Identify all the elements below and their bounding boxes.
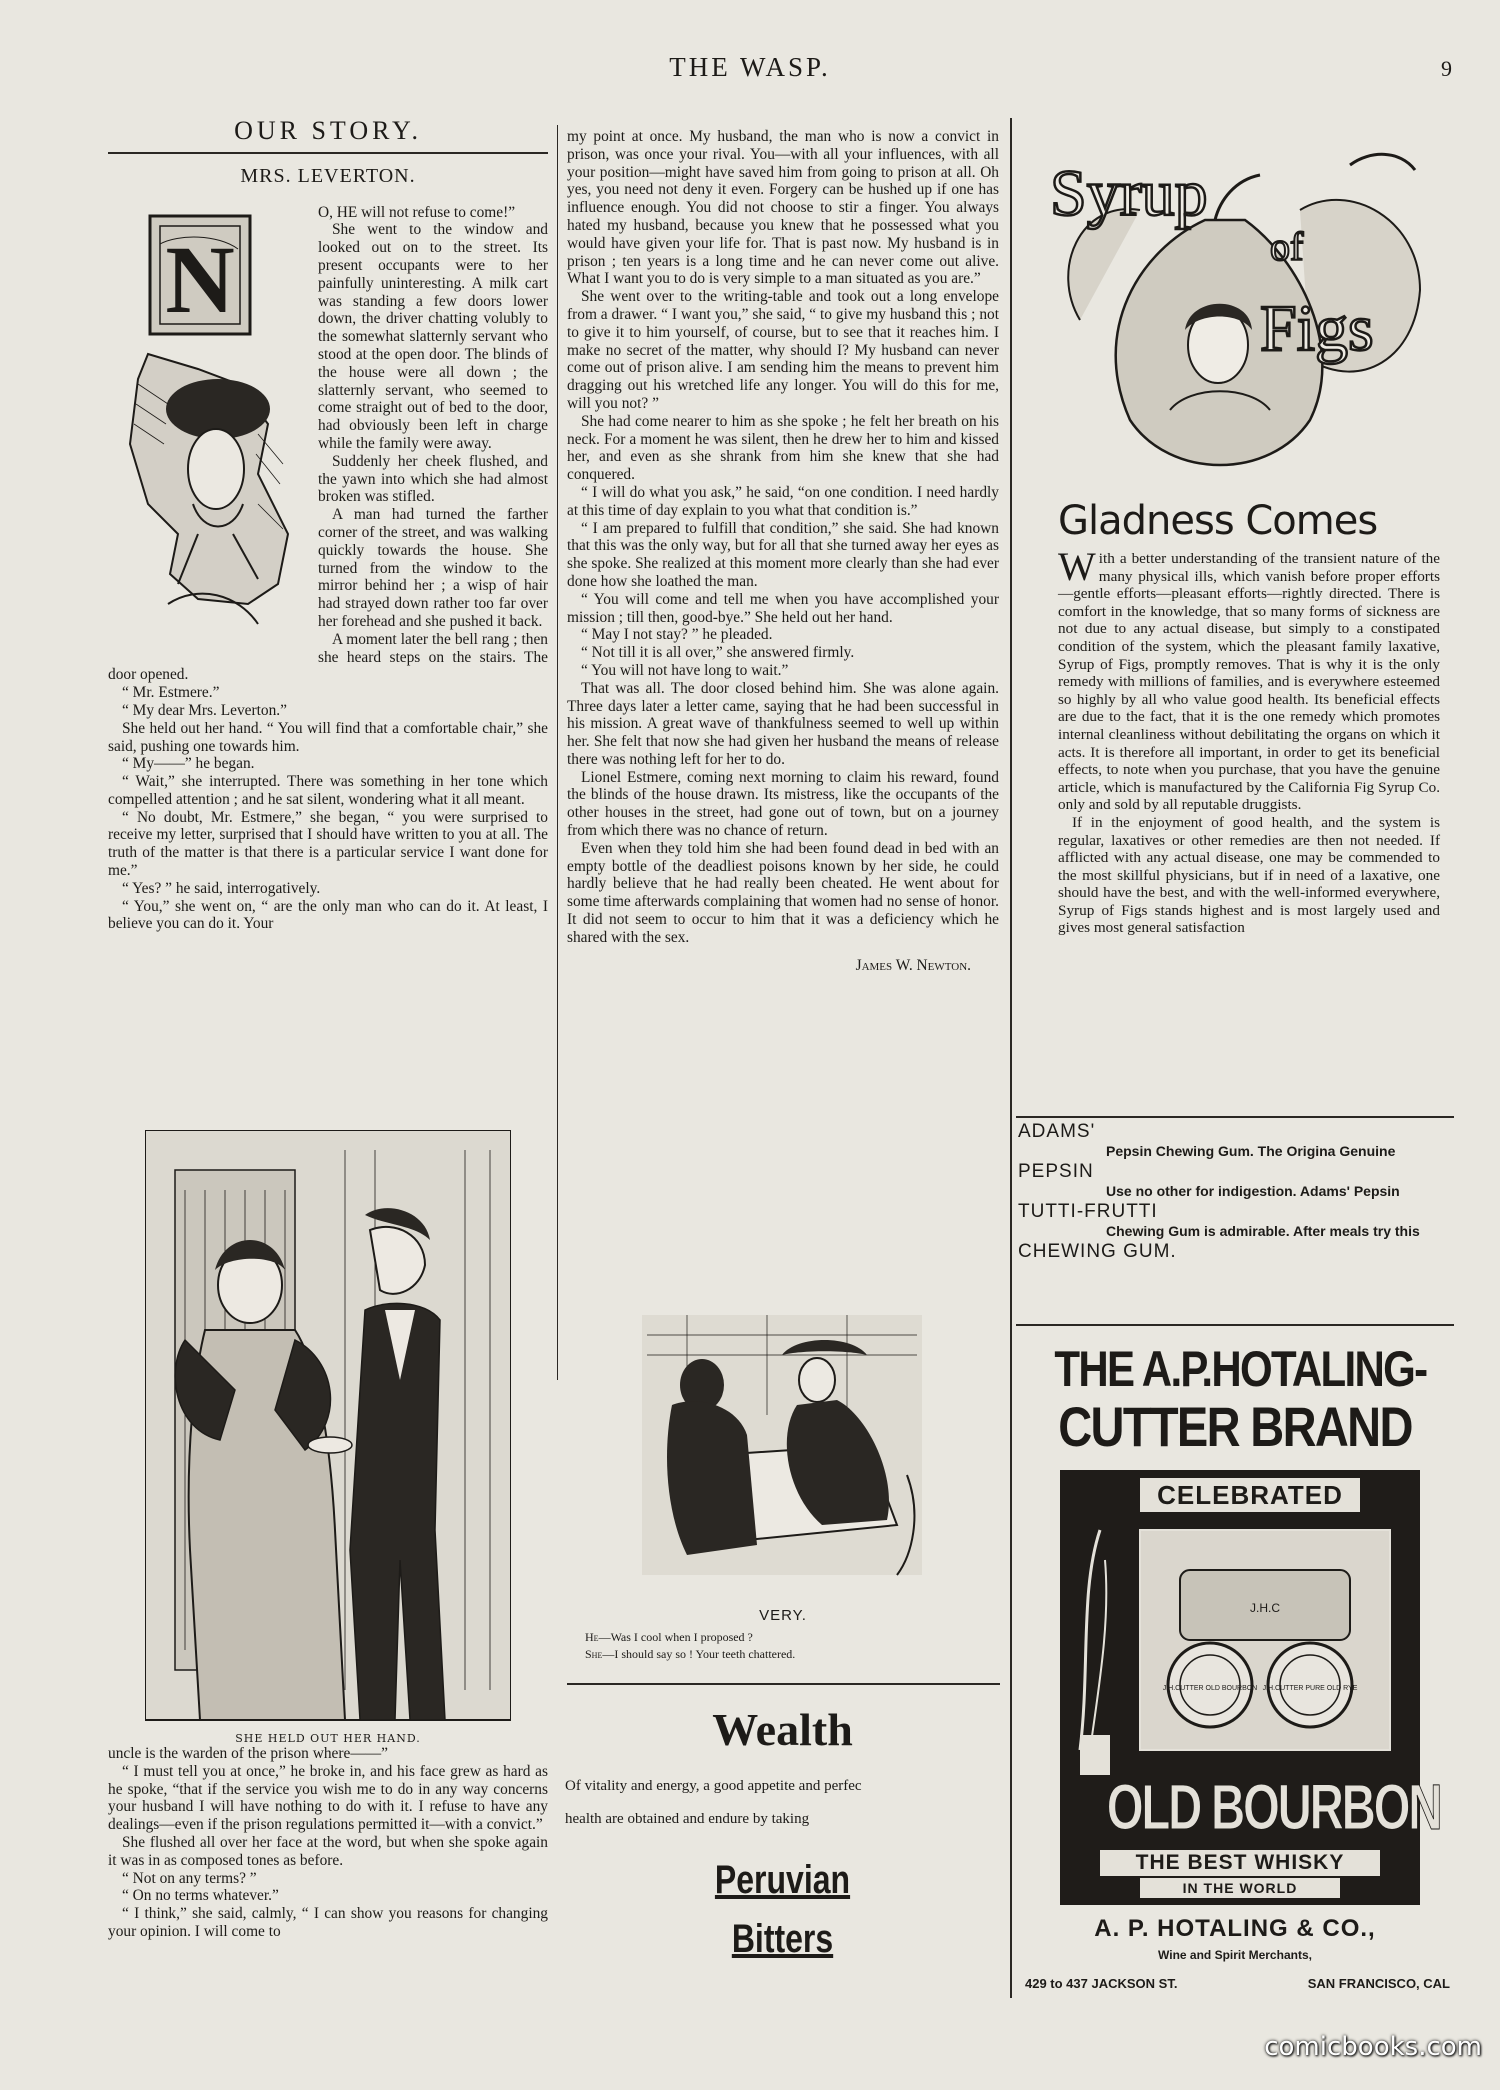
dropcap-illustration [108,204,308,654]
paragraph: She went over to the writing-table and took out a long envelope from a drawer. “ I want you,” she said, “ to give my husband this ; not to give it to him yourself, of course, but to see that it reaches him. I make no secret of the matter, why should I? My husband can never come out of prison alive. I am sending him the means to prevent him dragging out his wretched life any longer. You will do this for me, will you not? ” [567,288,999,412]
story-illustration [145,1130,511,1745]
section-rule [108,152,548,154]
hotaling-city: SAN FRANCISCO, CAL [1307,1976,1450,1991]
paragraph: “ No doubt, Mr. Estmere,” she began, “ you were surprised to receive my letter, surprised that I should have written to you at all. The truth of the matter is that there is a particular service I want done for me.” [108,808,548,880]
paragraph: She held out her hand. “ You will find that a comfortable chair,” she said, pushing one towards him. [108,719,548,755]
pepsin-text: Use no other for indigestion. Adams' Pepsin [1106,1183,1400,1199]
body-dropcap: W [1058,544,1096,589]
hotaling-address: 429 to 437 JACKSON ST. [1025,1976,1178,1991]
hotaling-company: A. P. HOTALING & CO., [1094,1915,1376,1942]
paragraph: “ On no terms whatever.” [122,1887,279,1905]
adams-top-rule [1016,1116,1454,1118]
adams-label: ADAMS' [1018,1121,1096,1142]
adams-text: Pepsin Chewing Gum. The Origina Genuine [1106,1143,1396,1159]
dropcap-letter: N [165,225,235,333]
hotaling-panel [1060,1470,1441,1905]
hotaling-merchants: Wine and Spirit Merchants, [1158,1948,1312,1962]
barrel-mark: J.H.C [1250,1601,1280,1615]
paragraph: Suddenly her cheek flushed, and the yawn into which she had almost broken was stifled. [318,452,548,506]
paragraph: Even when they told him she had been found dead in bed with an empty bottle of the deadliest poisons known by her side, he could hardly believe that he had really been cheated. He went about for some time afterwards complaining that women had no sense of honor. It did not seem to occur to him that it was a deficiency which he shared with the sex. [567,839,999,946]
adams-gum-ad [1018,1121,1453,1321]
paragraph: “ I think,” she said, calmly, “ I can show you reasons for changing your opinion. I will come to [108,1905,548,1940]
story-title: MRS. LEVERTON. [240,164,416,187]
paragraph: Lionel Estmere, coming next morning to claim his reward, found the blinds of the house drawn. Its mistress, like the occupants of the other houses in the street, had gone out of town, but on a journey from which there was no chance of return. [567,768,999,840]
old-bourbon-title: OLD BOURBON [1106,1771,1441,1843]
paragraph: “ My——” he began. [122,755,255,773]
wealth-line-2: health are obtained and endure by taking [565,1811,810,1827]
paragraph: “ Not till it is all over,” she answered firmly. [581,644,855,662]
peruvian-bitters-ad [560,1695,1005,1995]
syrup-of-figs-logo [1020,120,1450,500]
newspaper-title: THE WASP. [669,52,831,82]
wealth-headline: Wealth [712,1704,853,1755]
tutti-text: Chewing Gum is admirable. After meals try this [1106,1223,1420,1239]
paragraph: O, HE will not refuse to come!” [318,203,516,221]
paragraph: A moment later the bell rang ; then she heard steps on the stairs. The door opened. [108,630,548,684]
paragraph: She flushed all over her face at the word, but when she spoke again it was in as composed tones as before. [108,1833,548,1869]
wealth-line-1: Of vitality and energy, a good appetite and perfec [565,1778,862,1794]
paragraph: She went to the window and looked out on to the street. Its present occupants were to her painfully uninteresting. A milk cart was standing a few doors lower down, the driver chatting volubly to the somewhat slatternly servant who stood at the open door. The blinds of the house were all down ; the slatternly servant, who seemed to come straight out of bed to the door, had obviously been left in charge while the family were away. [318,221,548,452]
column-rule-right [1010,118,1012,1998]
gladness-headline: Gladness Comes [1058,498,1378,544]
pepsin-label: PEPSIN [1018,1161,1094,1182]
wealth-top-rule [567,1683,1000,1685]
hotaling-line-1: THE A.P.HOTALING- [1054,1341,1427,1397]
illustration-drawing [145,1130,511,1730]
adams-bottom-rule [1016,1324,1454,1326]
paragraph: uncle is the warden of the prison where——” [108,1745,388,1762]
paragraph: “ Mr. Estmere.” [122,684,220,702]
page-number: 9 [1441,56,1452,81]
cartoon-title: VERY. [759,1607,807,1624]
of-logo-word: of [1270,224,1304,269]
story-column-2 [567,128,999,1268]
masthead [0,52,1500,92]
paragraph: “ Wait,” she interrupted. There was something in her tone which compelled attention ; and he sat silent, wondering what it all meant. [108,773,548,808]
bitters-brand: Bitters [731,1917,834,1961]
syrup-body-2: If in the enjoyment of good health, and the system is regular, laxatives or other remedies are then not needed. If afflicted with any actual disease, one may be commended to the most skillful physicians, but if in need of a laxative, one should have the best, and with the well-informed everywhere, Syrup of Figs stands highest and is most largely used and gives most general satisfaction [1058,813,1440,937]
paragraph: “ My dear Mrs. Leverton.” [122,701,287,719]
illustration-caption: SHE HELD OUT HER HAND. [235,1732,421,1745]
in-the-world-banner: IN THE WORLD [1140,1878,1340,1898]
chewing-gum-label: CHEWING GUM. [1018,1241,1177,1262]
paragraph: “ You will not have long to wait.” [581,661,789,679]
paragraph: “ Yes? ” he said, interrogatively. [122,879,321,897]
paragraph: “ May I not stay? ” he pleaded. [581,626,773,644]
barrel-right-label: J.H.CUTTER PURE OLD RYE [1262,1685,1358,1692]
syrup-of-figs-ad [1020,120,1450,1110]
column-rule-left [557,125,558,1380]
peruvian-brand: Peruvian [714,1858,851,1902]
cartoon-dialogue-2: —I should say so ! Your teeth chattered. [602,1647,796,1661]
paragraph: “ Not on any terms? ” [122,1869,257,1887]
paragraph: “ I must tell you at once,” he broke in, and his face grew as hard as he spoke, “that if the service you wish me to do in any way concerns your husband I will have nothing to do with it. I refuse to have any dealings—even if the prison regulations permitted it—with a convict.” [108,1762,548,1834]
paragraph: “ You,” she went on, “ are the only man who can do it. At least, I believe you can do it. Your [108,897,548,933]
story-column-1-bottom [108,1745,548,2005]
best-whisky-banner: THE BEST WHISKY [1100,1850,1380,1876]
tutti-label: TUTTI-FRUTTI [1018,1201,1158,1222]
paragraph: That was all. The door closed behind him. She was alone again. Three days later a letter came, saying that he had been successful in his mission. A great wave of thankfulness seemed to well up within her. She felt that now she had given her husband the means of release there was nothing left for her to do. [567,679,999,768]
speaker-she: She [585,1647,603,1661]
cartoon-drawing [567,1295,999,1595]
paragraph: “ You will come and tell me when you have accomplished your mission ; till then, good-bye.” She held out her hand. [567,590,999,626]
syrup-body [1020,544,1450,937]
hotaling-line-2: CUTTER BRAND [1058,1395,1412,1458]
syrup-body-1: ith a better understanding of the transient nature of the many physical ills, which vanish before proper efforts—gentle efforts—pleasant efforts—rightly directed. There is comfort in the knowledge, that so many forms of sickness are not due to any actual disease, but simply to a constipated condition of the system, which the pleasant family laxative, Syrup of Figs, promptly removes. That is why it is the only remedy with millions of families, and is everywhere esteemed so highly by all who value good health. Its beneficial effects are due to the fact, that it is the one remedy which promotes internal cleanliness without debilitating the organs on which it acts. It is therefore all important, in order to get its beneficial effects, to note when you purchase, that you have the genuine article, which is manufactured by the California Fig Syrup Co. only and sold by all reputable druggists. [1058,550,1440,814]
paragraph: She had come nearer to him as she spoke ; he felt her breath on his neck. For a moment he was silent, then he drew her to him and kissed her, and even as she shrank from him she knew that she had conquered. [567,412,999,484]
cartoon [567,1295,999,1695]
figs-logo-word: Figs [1260,292,1374,365]
section-heading: OUR STORY. [234,116,422,145]
cartoon-line-2 [567,1647,999,1662]
speaker-he: He [585,1630,599,1644]
hotaling-ad [1020,1340,1450,2000]
cartoon-dialogue-1: —Was I cool when I proposed ? [598,1630,753,1644]
story-byline: James W. Newton. [855,956,971,974]
celebrated-banner: CELEBRATED [1140,1478,1360,1512]
paragraph: A man had turned the farther corner of the street, and was walking quickly towards the house. She turned from the window to the mirror behind her ; a wisp of hair had strayed down rather too far over her forehead and she pushed it back. [318,506,548,630]
watermark: comicbooks.com [1264,2032,1482,2062]
barrel-left-label: J.H.CUTTER OLD BOURBON [1162,1685,1258,1692]
cartoon-line-1 [567,1630,999,1645]
paragraph: “ I will do what you ask,” he said, “on one condition. I need hardly at this time of day explain to you what that condition is.” [567,483,999,519]
paragraph: “ I am prepared to fulfill that condition,” she said. She had known that this was the only way, but for all that she turned away her eyes as she spoke. She realized at this moment more clearly than she had ever done how she loathed the man. [567,519,999,590]
syrup-logo-word: Syrup [1050,157,1208,230]
paragraph: my point at once. My husband, the man who is now a convict in prison, was once your rival. You—with all your influences, with all your position—might have saved him from going to prison at all. Oh yes, you need not deny it even. Forgery can be hushed up if one has influence enough. You did not choose to stir a finger. You always hated my husband, because you knew that he possessed what you would have given your life for. That is past now. My husband is in prison ; ten years is a long time and he can never come out alive. What I want you to do is very simple to a man situated as you are.” [567,128,999,288]
